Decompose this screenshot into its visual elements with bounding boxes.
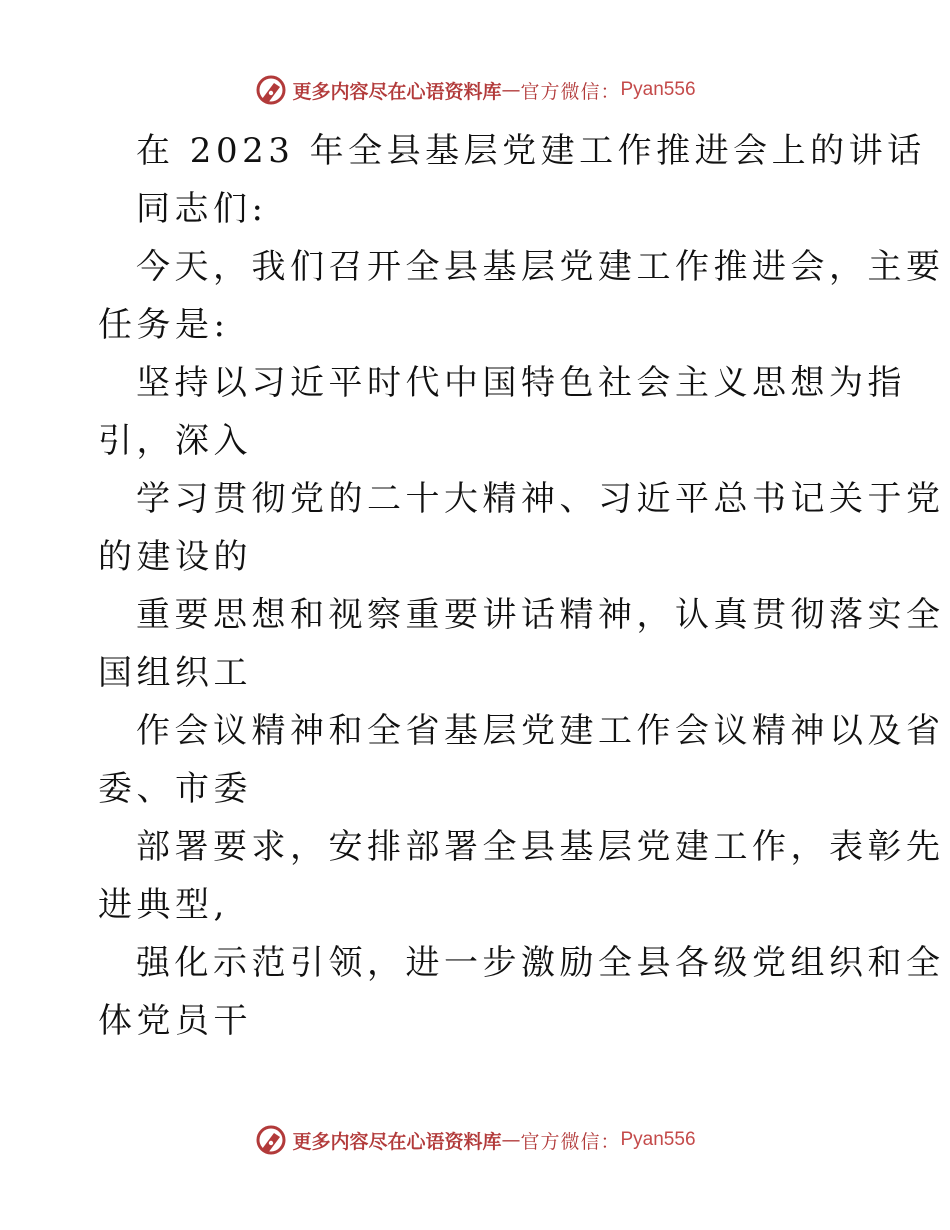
document-title: 在 2023 年全县基层党建工作推进会上的讲话 bbox=[136, 131, 926, 171]
document-body bbox=[98, 122, 945, 1050]
banner-brand: 更多内容尽在心语资料库 bbox=[292, 1130, 502, 1153]
paragraph-line: 部署要求，安排部署全县基层党建工作，表彰先 bbox=[136, 827, 945, 867]
paragraph-line: 强化示范引领，进一步激励全县各级党组织和全 bbox=[136, 943, 945, 983]
paragraph-line: 学习贯彻党的二十大精神、习近平总书记关于党 bbox=[136, 479, 945, 519]
paragraph-line: 进典型, bbox=[98, 885, 229, 925]
paragraph-line: 重要思想和视察重要讲话精神，认真贯彻落实全 bbox=[136, 595, 945, 635]
paragraph-line: 引，深入 bbox=[98, 421, 252, 461]
paragraph-line: 的建设的 bbox=[98, 537, 252, 577]
paragraph-line: 委、市委 bbox=[98, 769, 252, 809]
paragraph-line: 坚持以习近平时代中国特色社会主义思想为指 bbox=[136, 363, 906, 403]
footer-banner bbox=[0, 1120, 950, 1160]
pen-nib-logo-icon bbox=[254, 73, 288, 107]
banner-brand: 更多内容尽在心语资料库 bbox=[292, 80, 502, 103]
paragraph-line: 同志们: bbox=[136, 189, 268, 229]
paragraph-line: 今天，我们召开全县基层党建工作推进会，主要 bbox=[136, 247, 945, 287]
banner-dash: — bbox=[501, 79, 521, 101]
paragraph-line: 体党员干 bbox=[98, 1001, 252, 1041]
banner-wechat-label: 官方微信： bbox=[520, 1130, 621, 1153]
banner-wechat-id: Pyan556 bbox=[620, 1129, 696, 1150]
banner-wechat-id: Pyan556 bbox=[620, 79, 696, 100]
paragraph-line: 作会议精神和全省基层党建工作会议精神以及省 bbox=[136, 711, 945, 751]
paragraph-line: 国组织工 bbox=[98, 653, 252, 693]
paragraph-line: 任务是: bbox=[98, 305, 230, 345]
pen-nib-logo-icon bbox=[254, 1123, 288, 1157]
banner-wechat-label: 官方微信： bbox=[520, 80, 621, 103]
header-banner bbox=[0, 70, 950, 110]
banner-dash: — bbox=[501, 1129, 521, 1151]
